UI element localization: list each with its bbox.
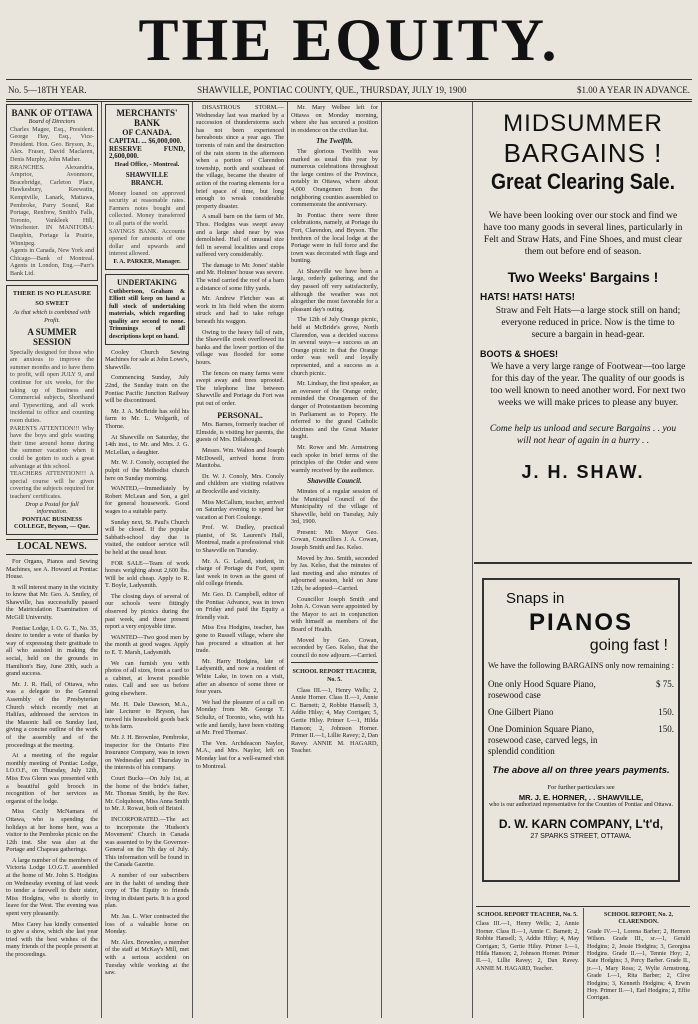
column-4 (291, 104, 378, 1018)
news-item: INCORPORATED.—The act to incorporate the 'Hudson's Movement' Church in Canada was assented to by the Governor-General on the 7th day of July. This information will be found in the Canada Gazette. (105, 815, 189, 869)
personal-heading: PERSONAL. (217, 410, 263, 420)
piano-item (488, 679, 674, 701)
masthead-rule-double (6, 101, 692, 102)
news-item: A number of our subscribers are in the habit of sending their copy of The Equity to friends living in distant parts. It is a good plan. (105, 872, 189, 910)
news-item: A small barn on the farm of Mr. Thos. Hodgins was swept away and a large shed near by was demolished. Hail of unusual size fell in several localities and crops suffered very considerably. (196, 213, 284, 259)
school-report-rule (476, 906, 690, 907)
news-item: The closing days of several of our schools were fittingly observed by picnics during the past week, and those present report a very enjoyable time. (105, 592, 189, 631)
merchants-bank-subtitle: OF CANADA. (122, 128, 172, 137)
piano-item-price: 150. (658, 724, 674, 734)
news-item: DISASTROUS STORM.—Wednesday last was marked by a succession of thunderstorms such has not been experienced hereabouts since a year ago. The torrents of rain and the destruction of the rain storm in the afternoon when a portion of Clarendon township, north and southeast of the village, became the theatre of action of the roaring elements for a brief space of time, but long enough to wreak considerable property disaster. (196, 104, 284, 210)
news-item: Commencing Sunday, July 22nd, the Sunday train on the Pontiac Pacific Junction Railway will be discontinued. (105, 374, 189, 405)
news-item: Mr. Alex. Brownlee, a member of the staff at McKay's Mill, met with a serious accident on Tuesday while working at the saw. (105, 938, 189, 977)
school-report-box (291, 662, 378, 755)
twelfth-paragraph: At Shawville we have been a large, orderly gathering, and the day passed off very satisfactorily, although the weather was not altogether the most favorable for a pleasant day's outing. (291, 267, 378, 313)
column-3 (196, 104, 284, 1018)
personal-item: Miss McCallum, teacher, arrived on Saturday evening to spend her vacation at Fort Coulonge. (196, 498, 284, 521)
piano-item-name: One only Hood Square Piano, rosewood case (488, 679, 596, 700)
council-paragraph: Minutes of a regular session of the Municipal Council of the Municipality of the village of Shawville, held on Tuesday, July 3rd, 1900. (291, 487, 378, 526)
news-item: Mr. J. H. Brownlee, Pembroke, inspector for the Ontario Fire Insurance Company, was in town on Wednesday and Thursday in the interests of his company. (105, 733, 189, 772)
news-item: Cooley Church Sewing Machines for sale at John Lowe's, Shawville. (105, 348, 189, 371)
personal-item: The Ven. Archdeacon Naylor, M.A., and Mrs. Naylor, left on Monday last for a well-earned visit to Montreal. (196, 739, 284, 770)
twelfth-paragraph: Mr. Lindsay, the first speaker, as an overseer of the Orange order, reminded the Orangemen of the danger of Protestantism becoming in Parliament as to Popery. He referred to the grand Catholic doctrines and the Great Master taught. (291, 380, 378, 441)
bank-head-office: Head Office, - Montreal. (114, 160, 180, 168)
shaw-ad (476, 104, 690, 483)
news-item: WANTED,—Immediately by Robert McLean and Son, a girl for general housework. Good wages to a suitable party. (105, 485, 189, 515)
shawville-branch-title: SHAWVILLE BRANCH. (125, 171, 169, 187)
news-item: FOR SALE—Team of work horses weighing about 2,600 lbs. Will be sold cheap. Apply to R. T. Boyle, Ladysmith. (105, 559, 189, 590)
local-news-item: Pontiac Lodge, I. O. G. T., No. 35, desire to tender a vote of thanks by way of expressing their gratitude to all who assisted in making the social, held on the grounds in Hamilton's Bay, June 20th, such a grand success. (6, 624, 98, 678)
news-item: Mr. H. Dale Dawson, M.A., late Lecturer to Bryson, has moved his household goods back to his farm. (105, 700, 189, 731)
column-2 (105, 104, 189, 1018)
piano-item-name: One Dominion Square Piano, rosewood case, carved legs, in splendid condition (488, 724, 598, 756)
agent-note: who is our authorized representative for the Counties of Pontiac and Ottawa. (489, 802, 673, 808)
further-particulars: For further particulars see (547, 784, 615, 791)
piano-item-price: $ 75. (656, 679, 674, 689)
council-paragraph: Councillor Joseph Smith and John A. Cowan were appointed by the Mayor to act in conjunction with himself as members of the Board of Health. (291, 595, 378, 633)
hats-heading: HATS! HATS! HATS! (480, 292, 575, 303)
college-name: PONTIAC BUSINESS COLLEGE, Bryson, — Que. (14, 515, 90, 531)
two-weeks-heading: Two Weeks' Bargains ! (507, 269, 659, 285)
shaw-signature: J. H. SHAW. (521, 462, 645, 482)
karn-company-name: D. W. KARN COMPANY, L't'd, (498, 817, 664, 831)
subscription-price: $1.00 A YEAR IN ADVANCE. (576, 85, 690, 95)
column-divider-4 (381, 102, 382, 1018)
local-news-item: Mr. J. R. Hall, of Ottawa, who was a delegate to the General Assembly of the Presbyterian Church which recently met at Halifax, addressed the services in the Masonic hall on Sunday last, giving a concise outline of the work of the assembly and of the proceedings at the meeting. (6, 680, 98, 749)
news-item: The fences on many farms were swept away and trees uprooted. The telephone line between Shawville and Portage du Fort was put out of order. (196, 369, 284, 407)
personal-item: Mr. A. G. Leland, student, in charge of Portage du Fort, spent last week in town as the guest of old college friends. (196, 557, 284, 588)
twelfth-paragraph: The 12th of July Orange picnic, held at McBride's grove, North Clarendon, was a decided success in several ways—a success as an Orange picnic in that the Orange order was well and loyally represented, and a success as a church picnic. (291, 316, 378, 377)
branch-text: Money loaned on approved security at reasonable rates. Farmers notes bought and collected. Money transferred to all parts of the world. (109, 189, 185, 227)
news-item: Mr. Andrew Fletcher was at work in his field when the storm struck and had to take refuge beneath his waggon. (196, 295, 284, 326)
piano-item (488, 724, 674, 757)
bank-capital: CAPITAL ... $6,000,000. (109, 137, 182, 145)
column-divider-1 (101, 102, 102, 1018)
merchants-bank-ad (105, 104, 189, 270)
school-report-right (583, 908, 690, 1018)
local-news-heading: LOCAL NEWS. (6, 539, 98, 555)
news-item: At Shawville on Saturday, the 14th inst., to Mr. and Mrs. J. G. McLellan, a daughter. (105, 433, 189, 456)
personal-item: We had the pleasure of a call on Monday from Mr. George T. Schultz, of Toronto, who, with his wife and family, have been visiting at Mr. Fred Thomas'. (196, 698, 284, 737)
teachers-attention: TEACHERS ATTENTION!!! A special course will be given covering the subjects required for teachers' certificates. (10, 470, 94, 500)
bank-of-ottawa-title: BANK OF OTTAWA (11, 108, 93, 118)
business-college-ad (6, 285, 98, 534)
news-item: Mr. J. A. McBride has sold his farm to Mr. L. Wolgarth, of Thorne. (105, 407, 189, 430)
piano-item-price: 150. (658, 707, 674, 717)
local-news-item: For Organs, Pianos and Sewing Machines, see A. Howard at Pontiac House. (6, 557, 98, 581)
news-item: Owing to the heavy fall of rain, the Shawville creek overflowed its banks and the lower portion of the village was flooded for some hours. (196, 328, 284, 366)
school-reports (476, 908, 690, 1018)
karn-address: 27 SPARKS STREET, OTTAWA. (530, 833, 632, 840)
bargains-heading: BARGAINS ! (503, 138, 663, 168)
bank-of-ottawa-ad (6, 104, 98, 281)
hats-text: Straw and Felt Hats—a large stock still on hand; everyone reduced in price. Now is the time to secure a bargain in head-gear. (495, 306, 681, 340)
snaps-heading: Snaps in (506, 590, 565, 607)
column-divider-2 (192, 102, 193, 1018)
ad-intro: We have been looking over our stock and find we have too many goods in several lines, particularly in Felt and Straw Hats, and Fine Shoes, and must clear them out before end of season. (483, 211, 683, 257)
bank-branches: BRANCHES. Alexandria, Arnprior, Avonmore, Bracebridge, Carleton Place, Hawkesbury, Keewatin, Kemptville, Lanark, Mattawa, Pembroke, Parry Sound, Rat Portage, Renfrew, Smith's Falls, Toronto, Vankleek Hill, Winchester. IN MANITOBA: Dauphin, Portage la Prairie, Winnipeg. (10, 163, 94, 247)
column-divider-3 (287, 102, 288, 1018)
news-item: Mr. Jas. L. Wier contracted the loss of a valuable horse on Monday. (105, 913, 189, 936)
school-report-left-text: Class III.—1, Henry Wells; 2, Annie Horner. Class II.—1, Annie C. Barnett; 2, Robbie Hansell; 3, Addie Hilsy; 4, May Corrigan; 5, Gertie Hilsy. Primer I.—1, Hilda Hanson; 2, Johnson Horner. Primer II.—1, Lillie Ravey; 2, Dan Ravey. ANNIE M. HAGARD, Teacher. (476, 921, 579, 972)
school-report-left (476, 908, 579, 1018)
clearing-sale-heading: Great Clearing Sale. (490, 169, 676, 194)
masthead-rule-bottom (6, 99, 692, 100)
bank-agents: Agents in Canada, New York and Chicago—Bank of Montreal. Agents in London, Eng.—Parr's Bank Ltd. (10, 247, 94, 277)
local-news-item: Miss Cecily McNamara of Ottawa, who is spending the holidays at her home here, was a visitor to the Pembroke picnic on the 12th inst. She was also at the Portage and Chapeau gatherings. (6, 808, 98, 854)
payment-terms: The above all on three years payments. (492, 765, 670, 776)
going-fast-heading: going fast ! (589, 637, 668, 654)
news-item: Sunday next, St. Paul's Church will be closed. If the popular Sabbath-school day due is visited, the outdoor service will be held at the usual hour. (105, 518, 189, 556)
school-report-right-text: Grade IV.—1, Lorena Barber; 2, Hermon Wilson. Grade III., sr.—1, Gerald Hodgins; 2, Jessie Hodgins; 3, Georgina Hodgins. Grade II.—1, Tennie Hoy; 2, Kate Hodgins; 3, Percy Barber. Grade II., jr.—1, Mary Ross; 2, Wylie Armstrong. Grade I.—1, Rita Barber; 2, Clive Hodgins; 3, Kenneth Hodgins; 4, Erwin Hoy. Primer II.—1, Earl Hodgins; 2, Effie Corrigan. (587, 928, 690, 1002)
dateline (8, 82, 690, 98)
council-heading: Shawville Council. (307, 477, 362, 486)
masthead-rule-top (6, 79, 692, 80)
pleasure-heading: THERE IS NO PLEASURE SO SWEET (12, 290, 92, 308)
column-1 (6, 104, 98, 1018)
come-help-text: Come help us unload and secure Bargains . . you will not hear of again in a hurry . . (489, 424, 677, 446)
bank-reserve: RESERVE FUND, 2,600,000. (109, 144, 185, 161)
council-paragraph: Moved by Jno. Smith, seconded by Jas. Kelso, that the minutes of last meeting and also minutes of adjourned session, held on June 12th, be adopted—Carried. (291, 554, 378, 593)
local-news-item: Miss Carey has kindly consented to give a show, which she last year tried with the best wishes of the many friends of the people present at the proceedings. (6, 920, 98, 958)
personal-item: Mr. Geo. D. Campbell, editor of the Pontiac Advance, was in town on Friday and paid the Equity a friendly visit. (196, 591, 284, 621)
news-item: Mr. Mary Welbee left for Ottawa on Monday morning, where she has secured a position in residence on the civilian list. (291, 104, 378, 134)
news-item: WANTED—Two good men by the month at good wages. Apply to E. T. Marsh, Ladysmith. (105, 633, 189, 657)
personal-item: Mrs. Barnes, formerly teacher of Elmside, is visiting her parents, the guests of Mrs. Dillabough. (196, 421, 284, 444)
issue-number: No. 5—18TH YEAR. (8, 85, 87, 95)
ad-separator (474, 562, 692, 564)
news-item: Mr. W. J. Conoly, occupied the pulpit of the Methodist church here on Sunday morning. (105, 459, 189, 482)
boots-text: We have a very large range of Footwear—too large for this day of the year. The quality of our goods is too well known to need another word. For next two weeks we will make prices to please any buyer. (490, 362, 686, 408)
personal-item: Dr. W. J. Conoly, Mrs. Conoly and children are visiting relatives at Brockville and vicinity. (196, 472, 284, 495)
news-item: The damage to Mr. Jones' stable and Mr. Holmes' house was severe. The wind carried the roof of a barn a distance of some fifty yards. (196, 261, 284, 292)
parents-attention: PARENTS ATTENTION!!! Why have the boys and girls wasting their time around home during the summer vacation when it could be gotten to such a great advantage at this school. (10, 424, 94, 470)
merchants-bank-title: MERCHANTS' BANK (116, 108, 178, 128)
local-news-item: It will interest many in the vicinity to know that Mr. Geo. A. Smiley, of Shawville, has successfully passed the Matriculation Examination of McGill University. (6, 583, 98, 622)
pianos-heading: PIANOS (528, 609, 633, 636)
piano-item-name: One Gilbert Piano (488, 707, 554, 717)
bank-directors: Charles Magee, Esq., President. George Hay, Esq., Vice-President. Hon. Geo. Bryson, Jr., Alex. Fraser, David Maclaren, Denis Murphy, John Mather. (10, 125, 94, 163)
twelfth-paragraph: In Pontiac there were three celebrations, namely, at Portage du Fort, Clarendon, and Bryson. The brethren of the local lodge at the Portage were in full force and the town was decorated with flags and bunting. (291, 211, 378, 265)
undertaking-ad (105, 274, 189, 345)
local-news-item: A large number of the members of Victoria Lodge I.O.G.T. assembled at the home of Mr. John S. Hodgins on Wednesday evening of last week to tender a farewell to their sister, Miss Hodgins, who is shortly to leave for the West. The evening was spent very pleasantly. (6, 856, 98, 918)
personal-item: Miss Eva Hodgins, teacher, has gone to Russell village, where she has procured a situation at her trade. (196, 624, 284, 655)
piano-item (488, 707, 674, 718)
savings-bank-text: SAVINGS BANK. Accounts opened for amounts of one dollar and upwards and interest allowed. (109, 227, 185, 258)
undertaking-text: Cuthbertson, Graham & Elliott still keep on hand a full stock of undertaking materials, which regarding quality are second to none. Trimmings of all descriptions kept on hand. (109, 287, 185, 341)
twelfth-paragraph: Mr. Rowe and Mr. Armstrong each spoke in brief terms of the principles of the Order and were warmly received by the audience. (291, 443, 378, 474)
news-item: Court Bucks—On July 1st, at the home of the bride's father, Mr. Thomas Smith, by the Rev. Mr. Colquhoun, Miss Anna Smith to Mr. J. Rowat, both of Bristol. (105, 774, 189, 813)
bargains-remaining: We have the following BARGAINS only now remaining : (488, 661, 674, 670)
news-item: We can furnish you with photos of all sizes, from a card to a cabinet, at lowest possible rates. Call and see us before going elsewhere. (105, 659, 189, 697)
local-news-item: At a meeting of the regular monthly meeting of Pontiac Lodge, I.O.O.F., on Thursday, July 12th, Miss Eva Glenn was presented with a beautiful gold brooch in recognition of her services as organist of the lodge. (6, 752, 98, 805)
undertaking-title: UNDERTAKING (116, 277, 178, 287)
midsummer-heading: MIDSUMMER (503, 110, 663, 137)
pleasure-subheading: As that which is combined with Profit. (13, 309, 91, 325)
twelfth-paragraph: The glorious Twelfth was marked as usual this year by numerous celebrations throughout the large centres of the Province, notably in Ottawa, where about 4,000 Orangemen from the neighboring counties assembled to commemorate the anniversary. (291, 147, 378, 209)
bank-manager: F. A. PARKER, Manager. (113, 257, 181, 265)
school-report-heading: SCHOOL REPORT TEACHER, No. 5. (292, 669, 377, 683)
personal-item: Prof. W. Dudley, practical pianist, of St. Laurent's Hall, Montreal, made a professional visit to Shawville on Tuesday. (196, 524, 284, 555)
agent-name: MR. J. E. HORNER, . . SHAWVILLE, (518, 793, 644, 802)
school-report-left-heading: SCHOOL REPORT TEACHER, No. 5. (477, 912, 578, 918)
column-divider-5 (472, 102, 473, 1018)
karn-piano-ad (482, 578, 680, 882)
personal-item: Messrs. Wm. Walton and Joseph McDowell, arrived home from Manitoba. (196, 446, 284, 470)
issue-date: SHAWVILLE, PONTIAC COUNTY, QUE., THURSDAY, JULY 19, 1900 (197, 85, 467, 95)
masthead-title: THE EQUITY. (138, 7, 560, 73)
bank-board-heading: Board of Directors (28, 118, 76, 125)
boots-heading: BOOTS & SHOES! (480, 349, 559, 359)
college-postal-note: Drop a Postal for full information. (25, 500, 79, 516)
twelfth-heading: The Twelfth. (316, 137, 353, 146)
council-paragraph: Moved by Geo. Cowan, seconded by Geo. Kelso, that the council do now adjourn.—Carried. (291, 636, 378, 659)
summer-session-text: Specially designed for those who are anxious to improve the summer months and to have them to profit, will open JULY 9, and continue for six weeks, for the taking up of Business and Commercial subjects, Shorthand and Typewriting, and all work incidental to office and counting room duties. (10, 348, 94, 424)
personal-item: Mr. Harry Hodgins, late of Ladysmith, and now a resident of White Lake, in town on a visit, after an absence of some three or four years. (196, 657, 284, 696)
school-report-right-heading: SCHOOL REPORT, No. 2, CLARENDON. (603, 912, 674, 926)
school-report-text: Class III.—1, Henry Wells; 2, Annie Horner. Class II.—1, Annie C. Barnett; 2, Robbie Hansell; 3, Addie Hilsy; 4, May Corrigan; 5, Gertie Hilsy. Primer I.—1, Hilda Hanson; 2, Johnson Horner. Primer II.—1, Lillie Ravey; 2, Dan Ravey. ANNIE M. HAGARD, Teacher. (291, 686, 378, 755)
summer-session-title: A SUMMER SESSION (27, 326, 77, 347)
council-paragraph: Present: Mr. Mayor Geo. Cowan, Councillors J. A. Cowan, Joseph Smith and Jas. Kelso. (291, 528, 378, 552)
